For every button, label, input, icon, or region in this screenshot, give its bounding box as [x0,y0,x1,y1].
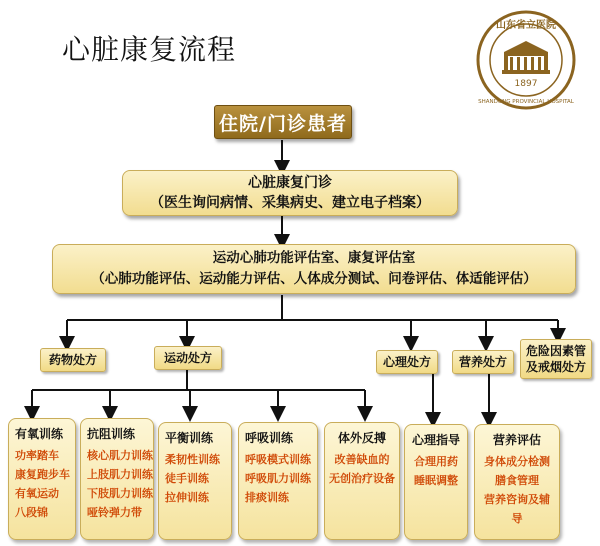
psychological-prescription-label: 心理处方 [382,354,431,369]
logo-english-text: SHANDONG PROVINCIAL HOSPITAL [478,99,574,105]
list-item: 有氧运动 [15,487,59,500]
list-item: 导 [511,512,523,525]
logo-arc-text: 山东省立医院 [496,20,556,31]
resistance-training-box [80,418,154,540]
exercise-prescription [154,346,222,370]
list-item: 合理用药 [414,455,458,468]
list-item: 睡眠调整 [414,474,458,487]
list-item: 排痰训练 [245,491,289,504]
page-title: 心脏康复流程 [62,33,237,66]
list-item: 呼吸模式训练 [245,453,311,466]
list-item: 营养咨询及辅 [484,493,550,506]
aerobic-training-title: 有氧训练 [15,427,64,441]
clinic-title: 心脏康复门诊 [248,175,332,191]
list-item: 膳食管理 [495,474,539,487]
psychological-guidance-title: 心理指导 [411,433,460,447]
nutrition-prescription [452,350,514,374]
psychological-prescription [376,350,438,374]
list-item: 身体成分检测 [484,455,550,468]
exercise-prescription-label: 运动处方 [163,350,212,365]
list-item: 八段锦 [15,506,48,519]
list-item: 康复跑步车 [15,468,70,481]
balance-training-box [158,422,232,540]
list-item: 下肢肌力训练 [87,487,153,500]
aerobic-training-box [8,418,76,540]
list-item: 呼吸肌力训练 [245,472,311,485]
eecp-title: 体外反搏 [337,431,386,445]
breathing-training-title: 呼吸训练 [245,431,294,445]
nutrition-prescription-label: 营养处方 [458,354,507,369]
list-item: 核心肌力训练 [87,449,153,462]
inpatient-outpatient-label: 住院/门诊患者 [219,112,347,135]
cardiac-rehab-clinic-node [122,170,458,216]
assessment-title: 运动心肺功能评估室、康复评估室 [212,250,416,266]
list-item: 徒手训练 [165,472,209,485]
list-item: 改善缺血的 [334,453,390,466]
psychological-guidance-box [404,424,468,540]
logo-year: 1897 [514,79,538,89]
assessment-room-node [52,244,576,294]
assessment-description: （心肺功能评估、运动能力评估、人体成分测试、问卷评估、体适能评估） [91,271,537,287]
hospital-logo [470,8,582,112]
eecp-box [324,422,400,540]
risk-factor-prescription [520,339,592,379]
drug-prescription [40,348,106,372]
nutrition-assessment-title: 营养评估 [492,433,541,447]
list-item: 柔韧性训练 [165,453,220,466]
clinic-description: （医生询问病情、采集病史、建立电子档案） [150,195,430,211]
list-item: 哑铃弹力带 [87,506,142,519]
balance-training-title: 平衡训练 [165,431,214,445]
nutrition-assessment-box [474,424,560,540]
list-item: 上肢肌力训练 [87,468,153,481]
list-item: 拉伸训练 [165,491,209,504]
risk-factor-label-line1: 危险因素管 [525,343,586,358]
resistance-training-title: 抗阻训练 [87,427,136,441]
list-item: 功率踏车 [15,449,59,462]
drug-prescription-label: 药物处方 [48,352,97,367]
list-item: 无创治疗设备 [329,472,395,485]
risk-factor-label-line2: 及戒烟处方 [525,360,586,374]
inpatient-outpatient-node [214,105,352,139]
breathing-training-box [238,422,318,540]
